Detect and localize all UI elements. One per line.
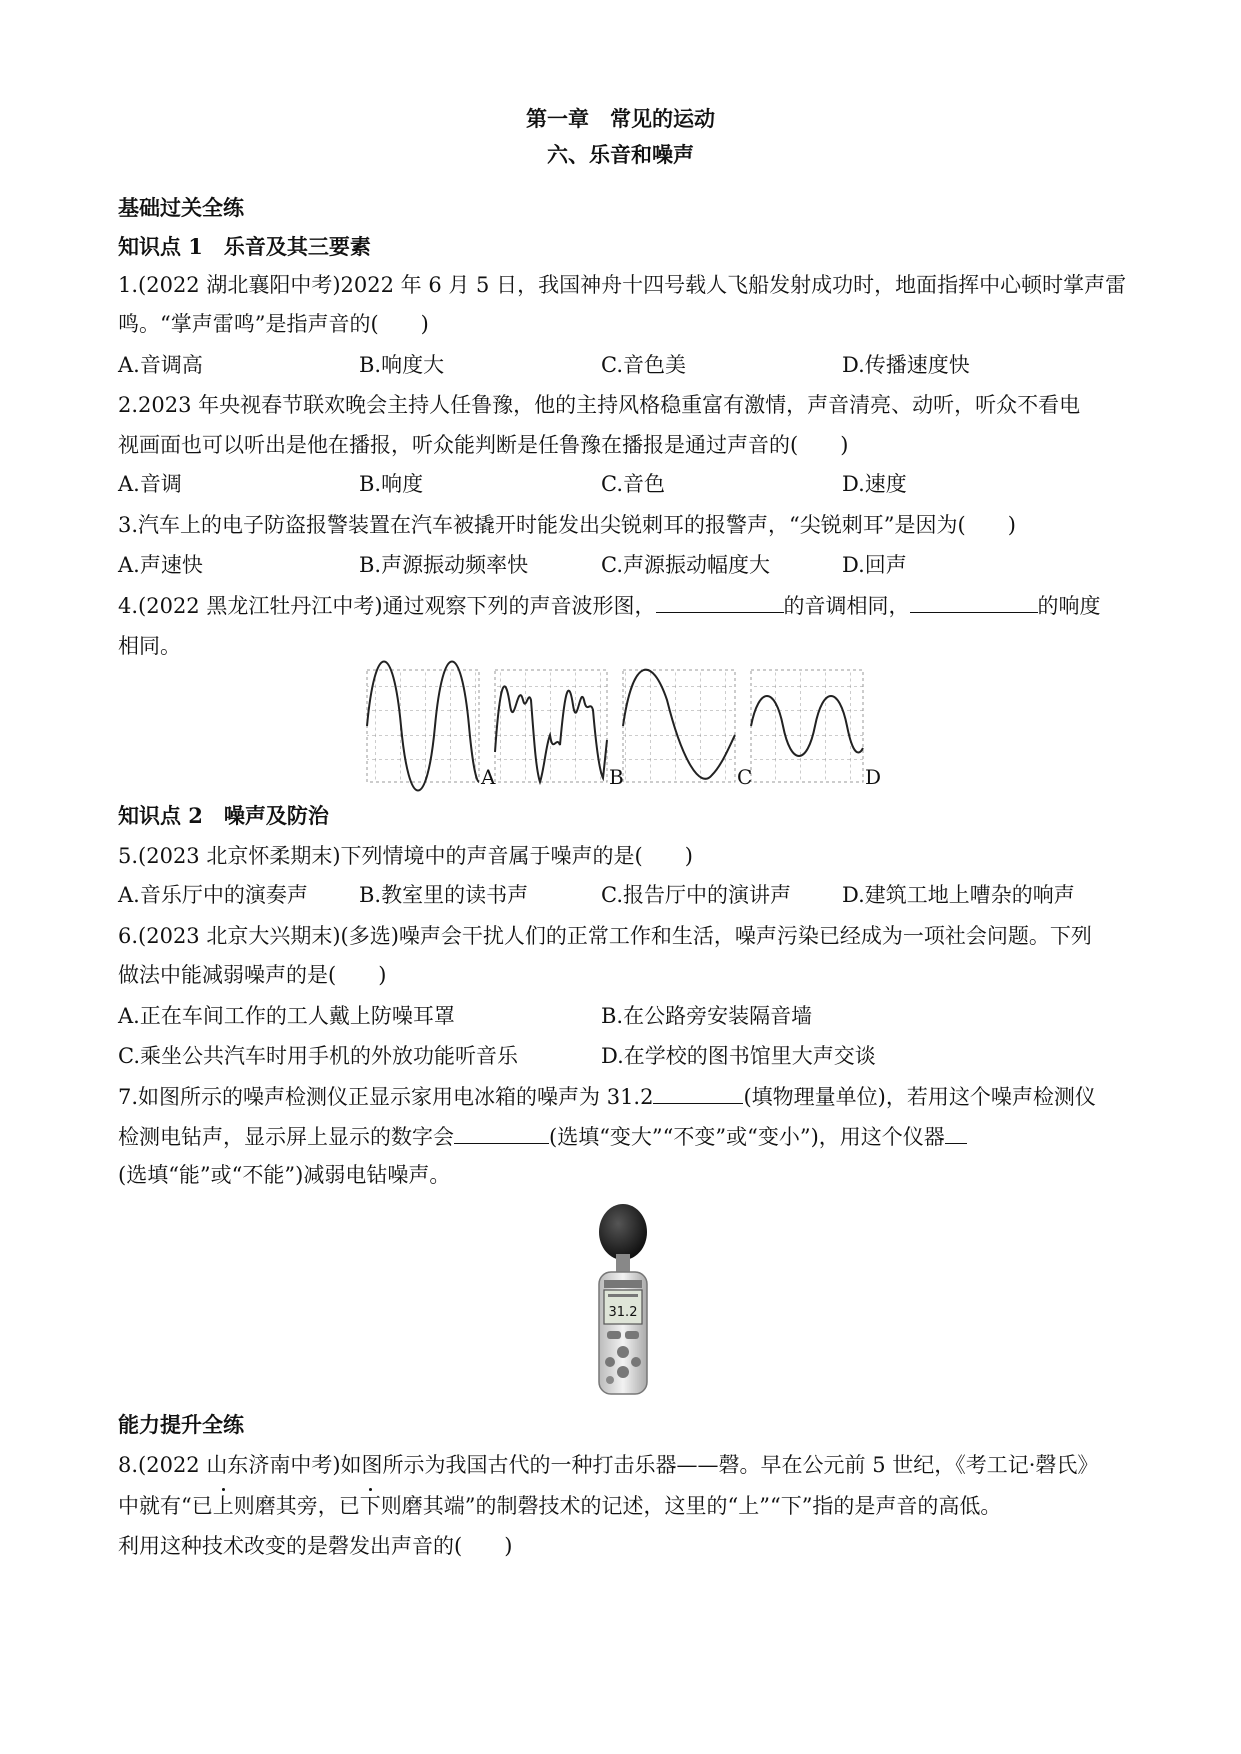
q8-text-b: 则磨其旁，已 xyxy=(233,1494,360,1518)
q7-text-b: (填物理量单位)，若用这个噪声检测仪 xyxy=(743,1085,1096,1109)
q5-option-c: C.报告厅中的演讲声 xyxy=(601,883,791,907)
chapter-title: 第一章 常见的运动 xyxy=(526,106,715,131)
question-1-line-1: 1.(2022 湖北襄阳中考)2022 年 6 月 5 日，我国神舟十四号载人飞船发射成功时，地面指挥中心顿时掌声雷 xyxy=(118,273,1127,297)
meter-display-reading: 31.2 xyxy=(608,1305,638,1320)
section-title: 六、乐音和噪声 xyxy=(547,142,694,167)
question-6-line-2: 做法中能减弱噪声的是( ) xyxy=(118,963,387,987)
meter-button xyxy=(617,1366,629,1378)
q6-option-c: C.乘坐公共汽车时用手机的外放功能听音乐 xyxy=(118,1044,518,1068)
q7-text-d: (选填“变大”“不变”或“变小”)，用这个仪器 xyxy=(549,1125,945,1149)
q8-text-c: 则磨其端”的制磬技术的记述，这里的“上”“下”指的是声音的高低。 xyxy=(380,1494,1002,1518)
q2-option-c: C.音色 xyxy=(601,472,665,496)
q6-option-d: D.在学校的图书馆里大声交谈 xyxy=(601,1044,876,1068)
q1-option-a: A.音调高 xyxy=(118,353,203,377)
q7-text-a: 7.如图所示的噪声检测仪正显示家用电冰箱的噪声为 31.2 xyxy=(118,1085,654,1109)
waveform-label-a: A xyxy=(481,765,496,789)
meter-button xyxy=(605,1357,615,1367)
part-title-basic: 基础过关全练 xyxy=(118,195,244,220)
question-7-line-1 xyxy=(118,1081,1128,1112)
q3-option-d: D.回声 xyxy=(842,553,907,577)
q6-option-b: B.在公路旁安装隔音墙 xyxy=(601,1004,813,1028)
question-2-line-2: 视画面也可以听出是他在播报，听众能判断是任鲁豫在播报是通过声音的( ) xyxy=(118,433,849,457)
knowledge-point-2: 知识点 2 噪声及防治 xyxy=(118,803,329,828)
meter-button xyxy=(606,1376,614,1384)
waveform-panel-c xyxy=(623,670,735,782)
q7-blank-3[interactable] xyxy=(945,1121,967,1144)
q5-option-d: D.建筑工地上嘈杂的响声 xyxy=(842,883,1075,907)
q3-option-c: C.声源振动幅度大 xyxy=(601,553,770,577)
q7-blank-2[interactable] xyxy=(454,1121,549,1144)
q8-emphasis-shang: 上 xyxy=(212,1494,234,1518)
knowledge-point-1: 知识点 1 乐音及其三要素 xyxy=(118,234,371,259)
question-7-line-3: (选填“能”或“不能”)减弱电钻噪声。 xyxy=(118,1163,451,1187)
sound-level-meter-illustration xyxy=(590,1202,656,1397)
q8-text-a: 中就有“已 xyxy=(118,1494,213,1518)
q1-option-b: B.响度大 xyxy=(359,353,445,377)
part-title-advanced: 能力提升全练 xyxy=(118,1412,244,1437)
q2-option-d: D.速度 xyxy=(842,472,907,496)
question-1-line-2: 鸣。“掌声雷鸣”是指声音的( ) xyxy=(118,312,429,336)
waveform-label-c: C xyxy=(737,765,753,789)
question-3-line-1: 3.汽车上的电子防盗报警装置在汽车被撬开时能发出尖锐刺耳的报警声，“尖锐刺耳”是因为( ) xyxy=(118,513,1016,537)
q7-blank-1[interactable] xyxy=(653,1081,743,1104)
meter-brand-strip xyxy=(604,1280,642,1288)
meter-button xyxy=(631,1357,641,1367)
q3-option-b: B.声源振动频率快 xyxy=(359,553,529,577)
question-2-line-1: 2.2023 年央视春节联欢晚会主持人任鲁豫，他的主持风格稳重富有激情，声音清亮、动听，听众不看电 xyxy=(118,393,1081,417)
q2-option-b: B.响度 xyxy=(359,472,424,496)
q4-text-a: 4.(2022 黑龙江牡丹江中考)通过观察下列的声音波形图， xyxy=(118,594,656,618)
question-8-line-3: 利用这种技术改变的是磬发出声音的( ) xyxy=(118,1534,513,1558)
q7-text-c: 检测电钻声，显示屏上显示的数字会 xyxy=(118,1125,454,1149)
meter-button xyxy=(617,1346,629,1358)
waveform-panel-d xyxy=(751,670,863,782)
waveform-label-d: D xyxy=(865,765,882,789)
question-7-line-2 xyxy=(118,1121,1128,1152)
q8-emphasis-xia: 下 xyxy=(359,1494,381,1518)
q1-option-d: D.传播速度快 xyxy=(842,353,970,377)
question-5-line-1: 5.(2023 北京怀柔期末)下列情境中的声音属于噪声的是( ) xyxy=(118,844,693,868)
meter-button xyxy=(607,1331,621,1339)
question-8-line-2 xyxy=(118,1491,1128,1521)
q5-option-b: B.教室里的读书声 xyxy=(359,883,529,907)
q6-option-a: A.正在车间工作的工人戴上防噪耳罩 xyxy=(118,1004,455,1028)
microphone-foam xyxy=(599,1204,647,1260)
q1-option-c: C.音色美 xyxy=(601,353,686,377)
waveform-panel-a xyxy=(367,662,479,791)
q4-text-b: 的音调相同， xyxy=(783,594,910,618)
q2-option-a: A.音调 xyxy=(118,472,182,496)
waveform-label-b: B xyxy=(609,765,624,789)
q5-option-a: A.音乐厅中的演奏声 xyxy=(118,883,308,907)
waveform-panel-b xyxy=(495,670,607,782)
q4-text-c: 的响度 xyxy=(1037,594,1101,618)
question-8-line-1: 8.(2022 山东济南中考)如图所示为我国古代的一种打击乐器——磬。早在公元前 5 世纪，《考工记·磬氏》 xyxy=(118,1453,1099,1477)
question-6-line-1: 6.(2023 北京大兴期末)(多选)噪声会干扰人们的正常工作和生活，噪声污染已经成为一项社会问题。下列 xyxy=(118,924,1092,948)
question-4-line-2: 相同。 xyxy=(118,634,181,658)
meter-button xyxy=(625,1331,639,1339)
q3-option-a: A.声速快 xyxy=(118,553,203,577)
